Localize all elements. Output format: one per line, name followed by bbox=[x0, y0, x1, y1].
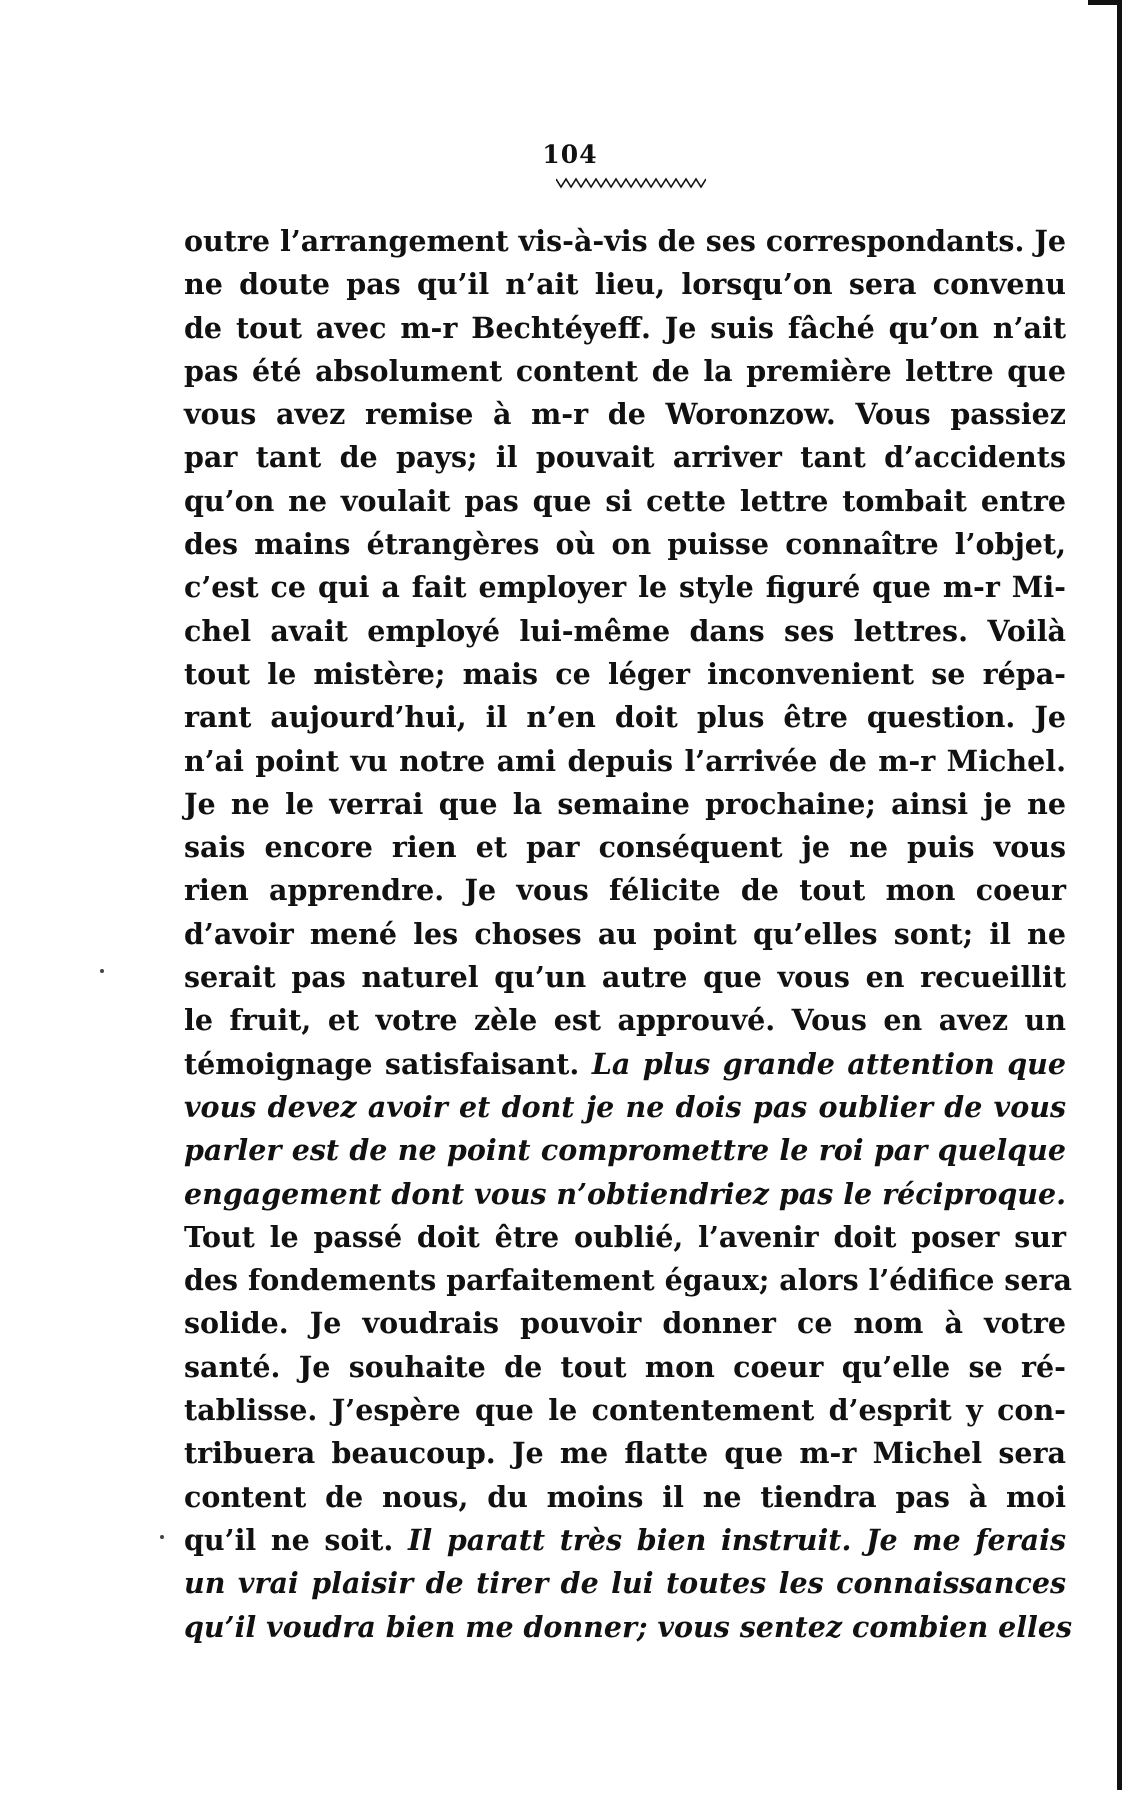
text-line bbox=[184, 1173, 1066, 1216]
text-segment: content de nous, du moins il ne tiendra pas à moi bbox=[184, 1479, 1066, 1514]
text-segment: tablisse. J’espère que le contentement d’esprit y con- bbox=[184, 1393, 1066, 1428]
text-line bbox=[184, 740, 1066, 783]
text-segment: par tant de pays; il pouvait arriver tant d’accidents bbox=[184, 440, 1066, 475]
text-line bbox=[184, 653, 1066, 696]
text-line bbox=[184, 1129, 1066, 1172]
text-line bbox=[184, 1346, 1066, 1389]
italic-segment: engagement dont vous n’obtiendriez pas le réciproque. bbox=[184, 1176, 1067, 1211]
page-edge-rule bbox=[1117, 0, 1122, 1790]
text-segment: Je ne le verrai que la semaine prochaine; ainsi je ne bbox=[184, 786, 1066, 821]
text-line bbox=[184, 1086, 1066, 1129]
text-line bbox=[184, 436, 1066, 479]
text-line bbox=[184, 1302, 1066, 1345]
text-line bbox=[184, 999, 1066, 1042]
italic-segment: qu’il voudra bien me donner; vous sentez combien elles bbox=[184, 1609, 1073, 1644]
text-segment: tribuera beaucoup. Je me flatte que m-r Michel sera bbox=[184, 1436, 1066, 1471]
text-segment: Tout le passé doit être oublié, l’avenir doit poser sur bbox=[184, 1219, 1066, 1254]
body-text bbox=[184, 220, 1073, 1649]
text-segment: vous avez remise à m-r de Woronzow. Vous passiez bbox=[184, 397, 1066, 432]
text-line bbox=[184, 956, 1066, 999]
text-line bbox=[184, 1216, 1066, 1259]
text-line bbox=[184, 913, 1066, 956]
italic-segment: La plus grande attention que bbox=[591, 1046, 1067, 1081]
italic-segment: un vrai plaisir de tirer de lui toutes les connaissances bbox=[184, 1566, 1066, 1601]
text-segment: n’ai point vu notre ami depuis l’arrivée de m-r Michel. bbox=[184, 743, 1066, 778]
text-line bbox=[184, 1043, 1066, 1086]
text-segment: ne doute pas qu’il n’ait lieu, lorsqu’on sera convenu bbox=[184, 267, 1066, 302]
text-segment: solide. Je voudrais pouvoir donner ce nom à votre bbox=[184, 1306, 1066, 1341]
text-segment: témoignage satisfaisant. bbox=[184, 1046, 592, 1081]
wavy-ornament bbox=[556, 176, 706, 190]
text-segment: chel avait employé lui-même dans ses lettres. Voilà bbox=[184, 613, 1066, 648]
italic-segment: Il paratt très bien instruit. Je me ferais bbox=[408, 1522, 1066, 1557]
italic-segment: parler est de ne point compromettre le roi par quelque bbox=[184, 1133, 1066, 1168]
text-segment: serait pas naturel qu’un autre que vous en recueillit bbox=[184, 960, 1066, 995]
text-segment: d’avoir mené les choses au point qu’elles sont; il ne bbox=[184, 916, 1066, 951]
text-line bbox=[184, 523, 1066, 566]
text-line bbox=[184, 1519, 1066, 1562]
text-segment: qu’on ne voulait pas que si cette lettre tombait entre bbox=[184, 483, 1066, 518]
italic-segment: vous devez avoir et dont je ne dois pas oublier de vous bbox=[184, 1089, 1066, 1124]
page-number: 104 bbox=[542, 140, 598, 169]
text-line bbox=[184, 696, 1066, 739]
text-line bbox=[184, 393, 1066, 436]
text-segment: le fruit, et votre zèle est approuvé. Vous en avez un bbox=[184, 1003, 1066, 1038]
text-segment: des mains étrangères où on puisse connaître l’objet, bbox=[184, 527, 1066, 562]
text-line bbox=[184, 566, 1066, 609]
text-segment: c’est ce qui a fait employer le style figuré que m-r Mi- bbox=[184, 570, 1066, 605]
print-speck bbox=[100, 969, 104, 973]
text-segment: qu’il ne soit. bbox=[184, 1522, 409, 1557]
text-line bbox=[184, 1432, 1066, 1475]
text-line bbox=[184, 1259, 1072, 1302]
text-line bbox=[184, 480, 1066, 523]
text-line bbox=[184, 826, 1066, 869]
text-line bbox=[184, 263, 1066, 306]
text-segment: de tout avec m-r Bechtéyeff. Je suis fâché qu’on n’ait bbox=[184, 310, 1066, 345]
text-segment: rant aujourd’hui, il n’en doit plus être question. Je bbox=[184, 700, 1066, 735]
text-segment: outre l’arrangement vis-à-vis de ses correspondants. Je bbox=[184, 224, 1066, 258]
text-line bbox=[184, 307, 1066, 350]
text-line bbox=[184, 869, 1066, 912]
text-segment: sais encore rien et par conséquent je ne puis vous bbox=[184, 830, 1066, 865]
text-line bbox=[184, 610, 1066, 653]
text-line bbox=[184, 220, 1066, 263]
text-line bbox=[184, 783, 1066, 826]
text-segment: rien apprendre. Je vous félicite de tout mon coeur bbox=[184, 873, 1066, 908]
print-speck bbox=[160, 1535, 164, 1539]
text-line bbox=[184, 1606, 1073, 1649]
text-line bbox=[184, 350, 1066, 393]
text-segment: des fondements parfaitement égaux; alors l’édifice sera bbox=[184, 1263, 1072, 1298]
text-segment: pas été absolument content de la première lettre que bbox=[184, 353, 1066, 388]
text-segment: tout le mistère; mais ce léger inconvenient se répa- bbox=[184, 656, 1066, 691]
text-line bbox=[184, 1562, 1066, 1605]
text-line bbox=[184, 1389, 1066, 1432]
text-line bbox=[184, 1476, 1066, 1519]
text-segment: santé. Je souhaite de tout mon coeur qu’elle se ré- bbox=[184, 1349, 1066, 1384]
